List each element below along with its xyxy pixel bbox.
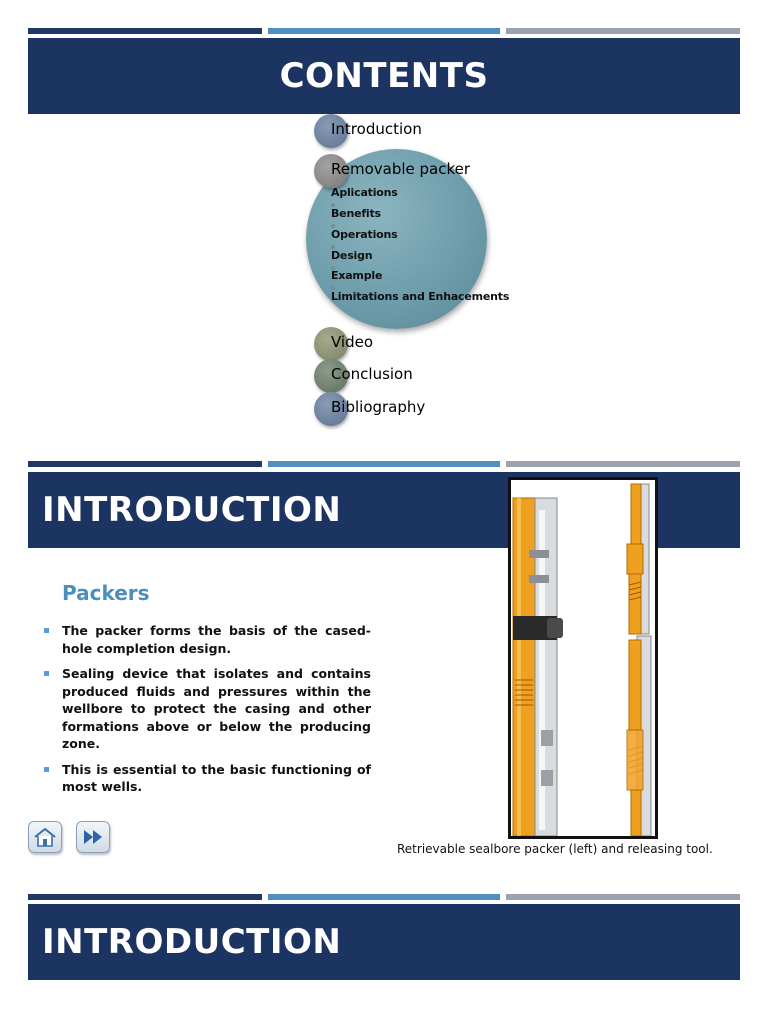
packer-image <box>508 477 658 839</box>
top-accent-bars <box>28 28 740 34</box>
fast-forward-icon <box>81 826 105 848</box>
introduction-slide-2 <box>0 894 768 1024</box>
bullet-list <box>44 622 371 804</box>
slide-title: CONTENTS <box>279 56 489 96</box>
accent-bar-dark <box>28 461 262 467</box>
bullet-item: Sealing device that isolates and contains produced fluids and pressures within the wellbore to protect the casing and other formations above or below the producing zone. <box>44 665 371 753</box>
next-button[interactable] <box>76 821 110 853</box>
packer-illustration <box>511 480 655 836</box>
accent-bar-dark <box>28 28 262 34</box>
section-subtitle: Packers <box>62 581 150 605</box>
toc-item-video[interactable]: Video <box>331 333 374 351</box>
toc-subitem-benefits[interactable]: Benefits <box>331 207 381 220</box>
top-accent-bars <box>28 461 740 467</box>
image-caption: Retrievable sealbore packer (left) and releasing tool. <box>397 842 713 856</box>
title-banner <box>28 38 740 114</box>
bullet-item: The packer forms the basis of the cased-hole completion design. <box>44 622 371 657</box>
slide-title: INTRODUCTION <box>42 490 342 530</box>
top-accent-bars <box>28 894 740 900</box>
toc-item-removable-packer[interactable]: Removable packer <box>331 160 471 178</box>
toc-subitem-operations[interactable]: Operations <box>331 228 398 241</box>
accent-bar-blue <box>268 28 500 34</box>
toc-subitem-example[interactable]: Example <box>331 269 383 282</box>
accent-bar-gray <box>506 894 740 900</box>
accent-bar-blue <box>268 461 500 467</box>
home-icon <box>33 826 57 848</box>
accent-bar-gray <box>506 28 740 34</box>
home-button[interactable] <box>28 821 62 853</box>
title-banner <box>28 904 740 980</box>
toc-item-conclusion[interactable]: Conclusion <box>331 365 413 383</box>
toc-item-introduction[interactable]: Introduction <box>331 120 422 138</box>
accent-bar-gray <box>506 461 740 467</box>
toc-subitem-aplications[interactable]: Aplications <box>331 186 398 199</box>
toc-subitem-limitations[interactable]: Limitations and Enhacements <box>331 290 510 303</box>
slide-title: INTRODUCTION <box>42 922 342 962</box>
toc-subitem-design[interactable]: Design <box>331 249 373 262</box>
accent-bar-blue <box>268 894 500 900</box>
toc-item-bibliography[interactable]: Bibliography <box>331 398 426 416</box>
accent-bar-dark <box>28 894 262 900</box>
bullet-item: This is essential to the basic functioning of most wells. <box>44 761 371 796</box>
